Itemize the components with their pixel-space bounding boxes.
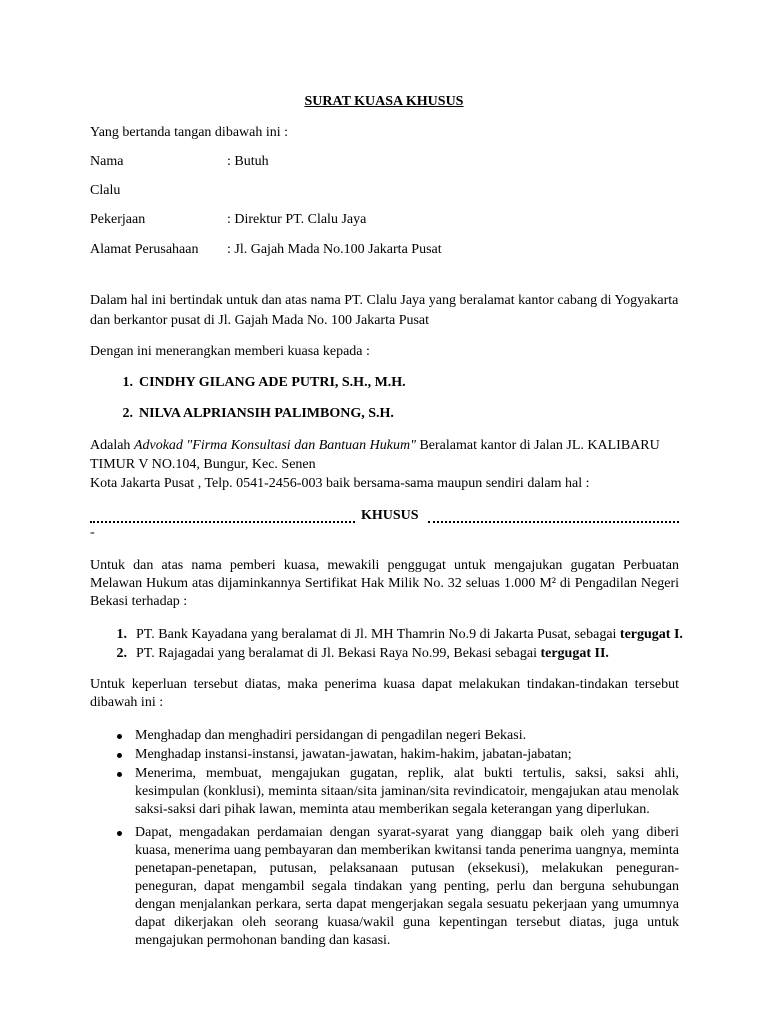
dotted-leader-right <box>428 519 679 523</box>
khusus-heading: KHUSUS <box>361 508 419 523</box>
field-value-pekerjaan: : Direktur PT. Clalu Jaya <box>227 212 367 227</box>
defendant-role: tergugat II. <box>540 646 609 661</box>
bullet-icon <box>117 753 122 758</box>
defendant-number: 2. <box>116 646 127 661</box>
lawsuit-paragraph: Untuk dan atas nama pemberi kuasa, mewakili penggugat untuk mengajukan gugatan Perbuatan Melawan Hukum atas dijaminkannya Sertifikat Hak Milik No. 32 seluas 1.000 M² di Pengadilan Negeri Bekasi terhadap : <box>90 558 679 609</box>
attorney-number: 1. <box>122 375 133 390</box>
bullet-icon <box>117 831 122 836</box>
defendant-text: PT. Rajagadai yang beralamat di Jl. Bekasi Raya No.99, Bekasi sebagai <box>136 646 541 661</box>
behalf-line-2: dan berkantor pusat di Jl. Gajah Mada No. 100 Jakarta Pusat <box>90 313 430 328</box>
action-item: Menghadap instansi-instansi, jawatan-jawatan, hakim-hakim, jabatan-jabatan; <box>135 747 572 762</box>
defendant-role: tergugat I. <box>619 627 683 642</box>
grant-intro: Dengan ini menerangkan memberi kuasa kepada : <box>90 344 370 359</box>
dotted-leader-left <box>90 519 355 523</box>
field-value-nama: : Butuh <box>227 154 269 169</box>
behalf-line-1: Dalam hal ini bertindak untuk dan atas nama PT. Clalu Jaya yang beralamat kantor cabang di Yogyakarta <box>90 293 679 308</box>
field-value-alamat: : Jl. Gajah Mada No.100 Jakarta Pusat <box>227 242 442 257</box>
bullet-icon <box>117 772 122 777</box>
advocate-line-1 <box>90 437 660 455</box>
defendant-item <box>136 645 609 663</box>
field-label-clalu: Clalu <box>90 183 121 198</box>
purpose-paragraph: Untuk keperluan tersebut diatas, maka penerima kuasa dapat melakukan tindakan-tindakan tersebut dibawah ini : <box>90 677 679 710</box>
document-title: SURAT KUASA KHUSUS <box>304 94 464 109</box>
advocate-line-3: Kota Jakarta Pusat , Telp. 0541-2456-003 baik bersama-sama maupun sendiri dalam hal : <box>90 476 590 491</box>
dash-mark: - <box>90 525 95 540</box>
advocate-firm: Advokad "Firma Konsultasi dan Bantuan Hukum" <box>133 438 416 453</box>
field-label-nama: Nama <box>90 154 124 169</box>
defendant-text: PT. Bank Kayadana yang beralamat di Jl. MH Thamrin No.9 di Jakarta Pusat, sebagai <box>136 627 620 642</box>
attorney-name: NILVA ALPRIANSIH PALIMBONG, S.H. <box>139 406 394 421</box>
advocate-line-2: TIMUR V NO.104, Bungur, Kec. Senen <box>90 457 316 472</box>
action-item: Menerima, membuat, mengajukan gugatan, replik, alat bukti tertulis, saksi, saksi ahli, kesimpulan (konklusi), meminta sitaan/sita jaminan/sita revindicatoir, mengajukan atau menolak saksi-saksi dari pihak lawan, meminta atau memberikan segala keterangan yang diperlukan. <box>135 766 679 817</box>
advocate-prefix: Adalah <box>90 438 134 453</box>
field-label-pekerjaan: Pekerjaan <box>90 212 146 227</box>
attorney-name: CINDHY GILANG ADE PUTRI, S.H., M.H. <box>139 375 406 390</box>
intro-text: Yang bertanda tangan dibawah ini : <box>90 125 289 140</box>
attorney-number: 2. <box>122 406 133 421</box>
action-item: Menghadap dan menghadiri persidangan di pengadilan negeri Bekasi. <box>135 728 527 743</box>
bullet-icon <box>117 734 122 739</box>
defendant-item <box>136 626 683 644</box>
action-item: Dapat, mengadakan perdamaian dengan syarat-syarat yang dianggap baik oleh yang diberi kuasa, menerima uang pembayaran dan memberikan kwitansi tanda penerima uangnya, meminta penetapan-penetapan, putusan, pelaksanaan putusan (eksekusi), melakukan peneguran-peneguran, dapat mengambil segala tindakan yang penting, perlu dan berguna sehubungan dengan menjalankan perkara, serta dapat mengerjakan segala sesuatu pekerjaan yang umumnya dapat dikerjakan oleh seorang kuasa/wakil guna kepentingan tersebut diatas, juga untuk mengajukan permohonan banding dan kasasi. <box>135 825 679 948</box>
defendant-number: 1. <box>116 627 127 642</box>
field-label-alamat: Alamat Perusahaan <box>90 242 199 257</box>
advocate-suffix: Beralamat kantor di Jalan JL. KALIBARU <box>415 438 660 453</box>
